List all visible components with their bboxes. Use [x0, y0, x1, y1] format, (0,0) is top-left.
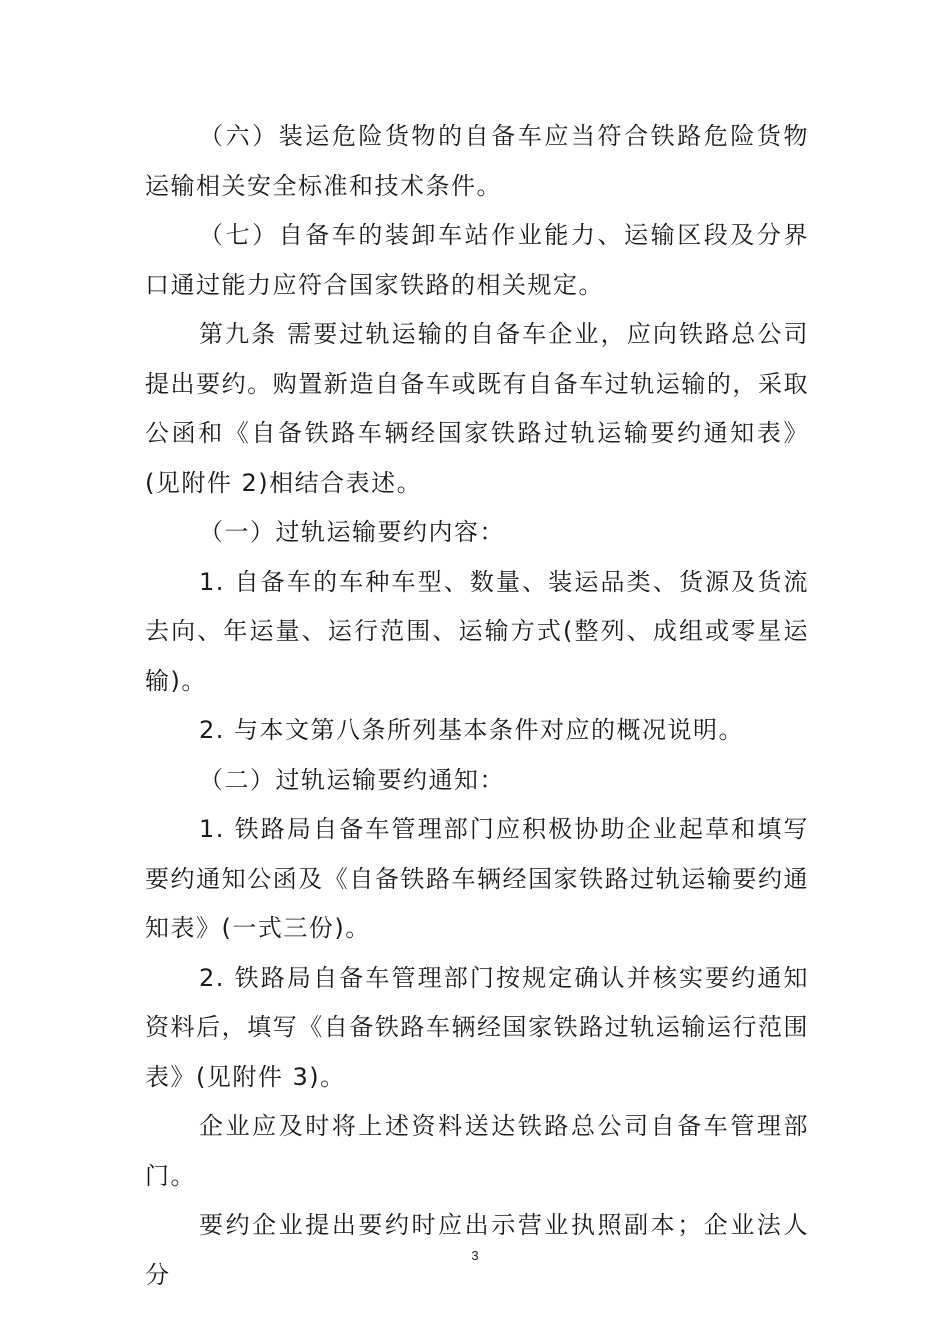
paragraph-section-2-heading: （二）过轨运输要约通知：: [199, 765, 505, 794]
paragraph-section-2-point-1: 1. 铁路局自备车管理部门应积极协助企业起草和填写要约通知公函及《自备铁路车辆经国家铁路过轨运输要约通知表》(一式三份)。: [145, 815, 809, 942]
page-number: 3: [471, 1248, 479, 1263]
paragraph-item-6: （六）装运危险货物的自备车应当符合铁路危险货物运输相关安全标准和技术条件。: [145, 122, 809, 200]
paragraph-article-9: 第九条 需要过轨运输的自备车企业，应向铁路总公司提出要约。购置新造自备车或既有自备车过轨运输的，采取公函和《自备铁路车辆经国家铁路过轨运输要约通知表》(见附件 2)相结合表述。: [145, 320, 809, 497]
paragraph-license-requirement: 要约企业提出要约时应出示营业执照副本；企业法人分: [145, 1211, 809, 1289]
paragraph-section-2-point-2: 2. 铁路局自备车管理部门按规定确认并核实要约通知资料后，填写《自备铁路车辆经国家铁路过轨运输运行范围表》(见附件 3)。: [145, 963, 809, 1091]
paragraph-section-1-point-2: 2. 与本文第八条所列基本条件对应的概况说明。: [199, 716, 745, 744]
paragraph-enterprise-delivery: 企业应及时将上述资料送达铁路总公司自备车管理部门。: [145, 1112, 809, 1190]
paragraph-section-1-heading: （一）过轨运输要约内容：: [199, 518, 505, 546]
document-body: [145, 112, 809, 1300]
paragraph-item-7: （七）自备车的装卸车站作业能力、运输区段及分界口通过能力应符合国家铁路的相关规定。: [145, 221, 809, 299]
paragraph-section-1-point-1: 1. 自备车的车种车型、数量、装运品类、货源及货流去向、年运量、运行范围、运输方式(整列、成组或零星运输)。: [145, 567, 809, 695]
